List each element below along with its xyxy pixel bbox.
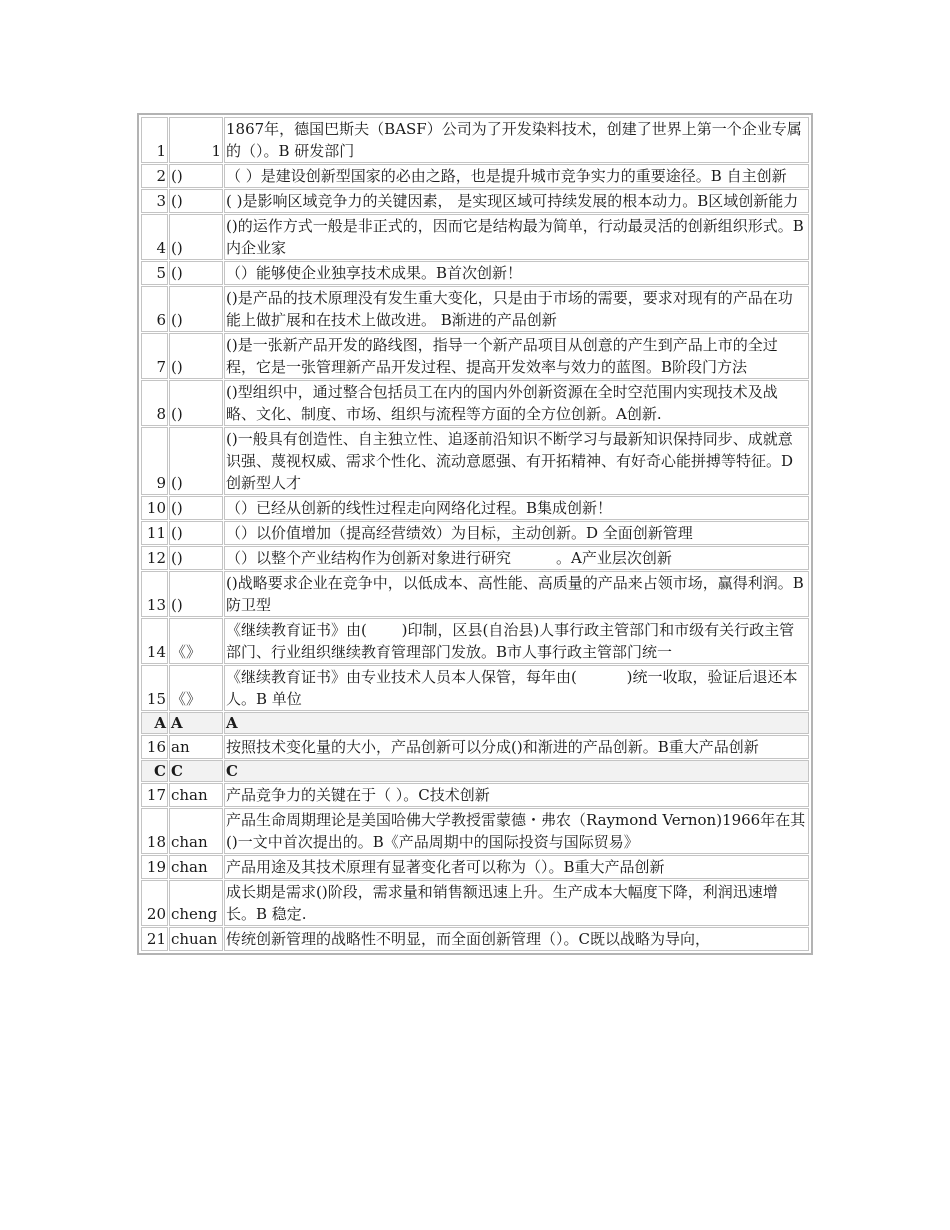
row-number-cell: 4 xyxy=(141,214,168,260)
question-text-cell: 产品竞争力的关键在于（ ）。C技术创新 xyxy=(224,783,809,807)
question-text-cell: A xyxy=(224,712,809,734)
pinyin-key-cell: chan xyxy=(169,808,223,854)
section-header-row xyxy=(141,760,809,782)
question-table-frame xyxy=(137,113,813,955)
table-row xyxy=(141,380,809,426)
row-number-cell: 12 xyxy=(141,546,168,570)
question-text-cell: ()战略要求企业在竞争中，以低成本、高性能、高质量的产品来占领市场，赢得利润。B防卫型 xyxy=(224,571,809,617)
row-number-cell: 17 xyxy=(141,783,168,807)
table-row xyxy=(141,427,809,495)
row-number-cell: 8 xyxy=(141,380,168,426)
table-row xyxy=(141,189,809,213)
row-number-cell: 14 xyxy=(141,618,168,664)
table-row xyxy=(141,571,809,617)
pinyin-key-cell: an xyxy=(169,735,223,759)
pinyin-key-cell: () xyxy=(169,164,223,188)
question-text-cell: ()一般具有创造性、自主独立性、追逐前沿知识不断学习与最新知识保持同步、成就意识强、蔑视权威、需求个性化、流动意愿强、有开拓精神、有好奇心能拼搏等特征。D创新型人才 xyxy=(224,427,809,495)
table-row xyxy=(141,117,809,163)
row-number-cell: 5 xyxy=(141,261,168,285)
pinyin-key-cell: chan xyxy=(169,783,223,807)
table-row xyxy=(141,735,809,759)
question-table-body xyxy=(141,117,809,951)
question-table xyxy=(140,116,810,952)
row-number-cell: 1 xyxy=(141,117,168,163)
row-number-cell: 13 xyxy=(141,571,168,617)
table-row xyxy=(141,618,809,664)
pinyin-key-cell: 1 xyxy=(169,117,223,163)
pinyin-key-cell: A xyxy=(169,712,223,734)
pinyin-key-cell: chuan xyxy=(169,927,223,951)
table-row xyxy=(141,261,809,285)
table-row xyxy=(141,521,809,545)
question-text-cell: 产品生命周期理论是美国哈佛大学教授雷蒙德・弗农（Raymond Vernon)1966年在其()一文中首次提出的。B《产品周期中的国际投资与国际贸易》 xyxy=(224,808,809,854)
pinyin-key-cell: chan xyxy=(169,855,223,879)
question-text-cell: ( )是影响区域竞争力的关键因素， 是实现区域可持续发展的根本动力。B区域创新能力 xyxy=(224,189,809,213)
pinyin-key-cell: () xyxy=(169,546,223,570)
pinyin-key-cell: () xyxy=(169,427,223,495)
question-text-cell: ()是一张新产品开发的路线图，指导一个新产品项目从创意的产生到产品上市的全过程，它是一张管理新产品开发过程、提高开发效率与效力的蓝图。B阶段门方法 xyxy=(224,333,809,379)
question-text-cell: 《继续教育证书》由( )印制，区县(自治县)人事行政主管部门和市级有关行政主管部门、行业组织继续教育管理部门发放。B市人事行政主管部门统一 xyxy=(224,618,809,664)
pinyin-key-cell: () xyxy=(169,571,223,617)
question-text-cell: （）已经从创新的线性过程走向网络化过程。B集成创新！ xyxy=(224,496,809,520)
section-header-row xyxy=(141,712,809,734)
pinyin-key-cell: () xyxy=(169,189,223,213)
table-row xyxy=(141,496,809,520)
row-number-cell: 15 xyxy=(141,665,168,711)
pinyin-key-cell: () xyxy=(169,496,223,520)
pinyin-key-cell: 《》 xyxy=(169,618,223,664)
table-row xyxy=(141,333,809,379)
question-text-cell: C xyxy=(224,760,809,782)
table-row xyxy=(141,665,809,711)
pinyin-key-cell: 《》 xyxy=(169,665,223,711)
question-text-cell: （）以整个产业结构作为创新对象进行研究 。A产业层次创新 xyxy=(224,546,809,570)
question-text-cell: 1867年，德国巴斯夫（BASF）公司为了开发染料技术，创建了世界上第一个企业专属的（）。B 研发部门 xyxy=(224,117,809,163)
table-row xyxy=(141,164,809,188)
table-row xyxy=(141,783,809,807)
pinyin-key-cell: () xyxy=(169,333,223,379)
table-row xyxy=(141,880,809,926)
pinyin-key-cell: cheng xyxy=(169,880,223,926)
row-number-cell: 2 xyxy=(141,164,168,188)
pinyin-key-cell: () xyxy=(169,214,223,260)
question-text-cell: （）以价值增加（提高经营绩效）为目标，主动创新。D 全面创新管理 xyxy=(224,521,809,545)
row-number-cell: 6 xyxy=(141,286,168,332)
row-number-cell: A xyxy=(141,712,168,734)
row-number-cell: 7 xyxy=(141,333,168,379)
pinyin-key-cell: () xyxy=(169,286,223,332)
pinyin-key-cell: () xyxy=(169,261,223,285)
row-number-cell: 9 xyxy=(141,427,168,495)
table-row xyxy=(141,286,809,332)
question-text-cell: 传统创新管理的战略性不明显，而全面创新管理（）。C既以战略为导向， xyxy=(224,927,809,951)
row-number-cell: 20 xyxy=(141,880,168,926)
question-text-cell: ()的运作方式一般是非正式的，因而它是结构最为简单，行动最灵活的创新组织形式。B 内企业家 xyxy=(224,214,809,260)
question-text-cell: ()是产品的技术原理没有发生重大变化，只是由于市场的需要，要求对现有的产品在功能上做扩展和在技术上做改进。 B渐进的产品创新 xyxy=(224,286,809,332)
row-number-cell: 18 xyxy=(141,808,168,854)
row-number-cell: 19 xyxy=(141,855,168,879)
row-number-cell: 11 xyxy=(141,521,168,545)
table-row xyxy=(141,214,809,260)
table-row xyxy=(141,546,809,570)
row-number-cell: C xyxy=(141,760,168,782)
row-number-cell: 10 xyxy=(141,496,168,520)
question-text-cell: 《继续教育证书》由专业技术人员本人保管，每年由( )统一收取，验证后退还本人。B 单位 xyxy=(224,665,809,711)
question-text-cell: （）能够使企业独享技术成果。B首次创新！ xyxy=(224,261,809,285)
table-row xyxy=(141,808,809,854)
question-text-cell: 按照技术变化量的大小，产品创新可以分成()和渐进的产品创新。B重大产品创新 xyxy=(224,735,809,759)
question-text-cell: 产品用途及其技术原理有显著变化者可以称为（）。B重大产品创新 xyxy=(224,855,809,879)
pinyin-key-cell: () xyxy=(169,521,223,545)
question-text-cell: 成长期是需求()阶段，需求量和销售额迅速上升。生产成本大幅度下降，利润迅速增长。B 稳定. xyxy=(224,880,809,926)
table-row xyxy=(141,927,809,951)
row-number-cell: 21 xyxy=(141,927,168,951)
question-text-cell: （ ）是建设创新型国家的必由之路，也是提升城市竞争实力的重要途径。B 自主创新 xyxy=(224,164,809,188)
row-number-cell: 3 xyxy=(141,189,168,213)
pinyin-key-cell: C xyxy=(169,760,223,782)
table-row xyxy=(141,855,809,879)
question-text-cell: ()型组织中，通过整合包括员工在内的国内外创新资源在全时空范围内实现技术及战略、文化、制度、市场、组织与流程等方面的全方位创新。A创新. xyxy=(224,380,809,426)
row-number-cell: 16 xyxy=(141,735,168,759)
pinyin-key-cell: () xyxy=(169,380,223,426)
